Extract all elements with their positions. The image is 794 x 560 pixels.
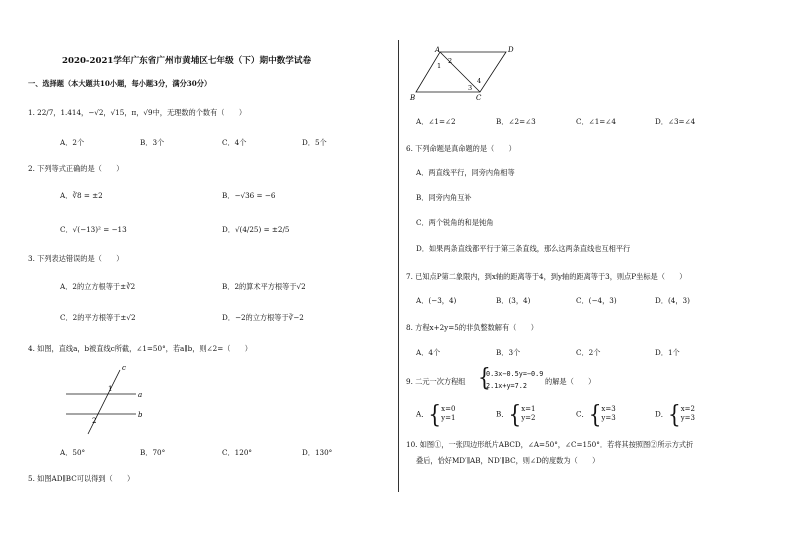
column-divider [398,40,399,492]
q4-option-a[interactable]: A．50° [60,448,86,457]
q6-option-a[interactable]: A．两直线平行，同旁内角相等 [416,168,515,177]
question-3-stem: 3. 下列表达错误的是（ ） [28,254,124,263]
label-C: C [476,94,482,102]
q6-option-c[interactable]: C．两个锐角的和是钝角 [416,218,494,227]
question-10-line-1: 10. 如图①，一张四边形纸片ABCD，∠A=50°，∠C=150°．若将其按照图②所示方式折 [406,440,694,449]
label-a: a [138,391,143,399]
q2-option-d[interactable]: D．√(4/25) = ±2/5 [222,225,290,234]
label-2: 2 [448,57,453,65]
q9-option-c-x: x=3 [601,405,616,413]
question-5-stem: 5. 如图AD∥BC可以得到（ ） [28,474,135,483]
q7-option-c[interactable]: C．(−4，3) [576,296,617,305]
question-8-stem: 8. 方程x+2y=5的非负整数解有（ ） [406,323,538,332]
question-4-stem: 4. 如图，直线a，b被直线c所截，∠1=50°，若a∥b，则∠2=（ ） [28,344,252,353]
right-column [400,0,794,560]
q7-option-d[interactable]: D．(4，3) [655,296,690,305]
q9-option-b-x: x=1 [521,405,536,413]
q9-option-d-x: x=2 [680,405,695,413]
q7-option-a[interactable]: A．(−3，4) [416,296,457,305]
q9-option-c-y: y=3 [601,414,616,422]
q3-option-c[interactable]: C．2的平方根等于±√2 [60,313,136,322]
label-D: D [508,46,514,54]
q9-option-c-brace: { [588,399,602,429]
exam-title: 2020-2021学年广东省广州市黄埔区七年级（下）期中数学试卷 [62,56,312,66]
q9-option-d-y: y=3 [680,414,695,422]
q9-option-d-values [681,405,695,423]
q9-option-a-values [441,405,455,423]
q8-option-b[interactable]: B．3个 [496,348,521,357]
q9-equation-1: 0.3x−0.5y=−0.9 [486,370,544,378]
q9-option-a-x: x=0 [441,405,456,413]
q8-option-a[interactable]: A．4个 [416,348,441,357]
question-10-line-2: 叠后，恰好MD′∥AB，ND′∥BC，则∠D的度数为（ ） [416,456,600,465]
label-4: 4 [477,77,482,85]
q8-option-d[interactable]: D．1个 [655,348,680,357]
question-9-stem-suffix: 的解是（ ） [545,377,596,386]
q1-option-a[interactable]: A．2个 [60,138,85,147]
q3-option-b[interactable]: B．2的算术平方根等于√2 [222,282,306,291]
q9-option-a[interactable] [416,399,456,429]
q9-option-c[interactable] [576,399,616,429]
q2-option-c[interactable]: C．√(−13)² = −13 [60,225,127,234]
q3-option-a[interactable]: A．2的立方根等于±∛2 [60,282,136,291]
q9-option-a-brace: { [428,399,442,429]
q1-option-c[interactable]: C．4个 [222,138,247,147]
q7-option-b[interactable]: B．(3，4) [496,296,531,305]
q2-option-b[interactable]: B．−√36 = −6 [222,191,276,200]
question-9-stem-prefix: 9. 二元一次方程组 [406,377,466,386]
q9-option-c-values [601,405,615,423]
q9-option-a-letter: A． [416,409,429,419]
q1-option-d[interactable]: D．5个 [302,138,327,147]
q9-option-b-brace: { [508,399,522,429]
label-angle-1: 1 [108,385,113,393]
q8-option-c[interactable]: C．2个 [576,348,601,357]
q6-option-d[interactable]: D．如果两条直线都平行于第三条直线，那么这两条直线也互相平行 [416,244,631,253]
label-angle-2: 2 [92,417,97,425]
label-c: c [122,364,126,372]
section-heading: 一、选择题（本大题共10小题，每小题3分，满分30分） [28,79,212,88]
q2-option-a[interactable]: A．∛8 = ±2 [60,191,103,200]
question-6-stem: 6. 下列命题是真命题的是（ ） [406,144,516,153]
label-A: A [435,46,441,54]
parallelogram [416,52,506,92]
q9-option-d[interactable] [655,399,695,429]
label-1: 1 [437,62,442,70]
q3-option-d[interactable]: D．−2的立方根等于∛−2 [222,313,304,322]
label-b: b [138,411,143,419]
q9-system-brace: { [478,362,491,392]
q9-option-b-values [521,405,535,423]
q1-option-b[interactable]: B．3个 [140,138,165,147]
question-7-stem: 7. 已知点P第二象限内，到x轴的距离等于4，到y轴的距离等于3，则点P坐标是（ ） [406,272,687,281]
q9-option-b-letter: B． [496,409,509,419]
q4-option-d[interactable]: D．130° [302,448,333,457]
q5-option-d[interactable]: D．∠3=∠4 [655,117,696,126]
q9-option-b-y: y=2 [521,414,536,422]
q4-option-c[interactable]: C．120° [222,448,252,457]
q5-parallelogram-figure [410,46,516,102]
q9-option-b[interactable] [496,399,536,429]
q4-option-b[interactable]: B．70° [140,448,166,457]
q6-option-b[interactable]: B．同旁内角互补 [416,193,472,202]
q4-figure [66,362,146,436]
question-2-stem: 2. 下列等式正确的是（ ） [28,164,124,173]
label-B: B [410,94,416,102]
question-1-stem: 1. 22/7，1.414，−√2，√15，π，√9中，无理数的个数有（ ） [28,108,247,117]
q9-option-c-letter: C． [576,409,589,419]
q5-option-c[interactable]: C．∠1=∠4 [576,117,616,126]
q9-option-d-brace: { [667,399,681,429]
q9-option-a-y: y=1 [441,414,456,422]
q5-option-b[interactable]: B．∠2=∠3 [496,117,536,126]
q9-equation-2: 2.1x+y=7.2 [486,382,527,390]
diagonal-ac [440,52,480,92]
label-3: 3 [468,84,473,92]
q9-option-d-letter: D． [655,409,668,419]
q5-option-a[interactable]: A．∠1=∠2 [416,117,456,126]
